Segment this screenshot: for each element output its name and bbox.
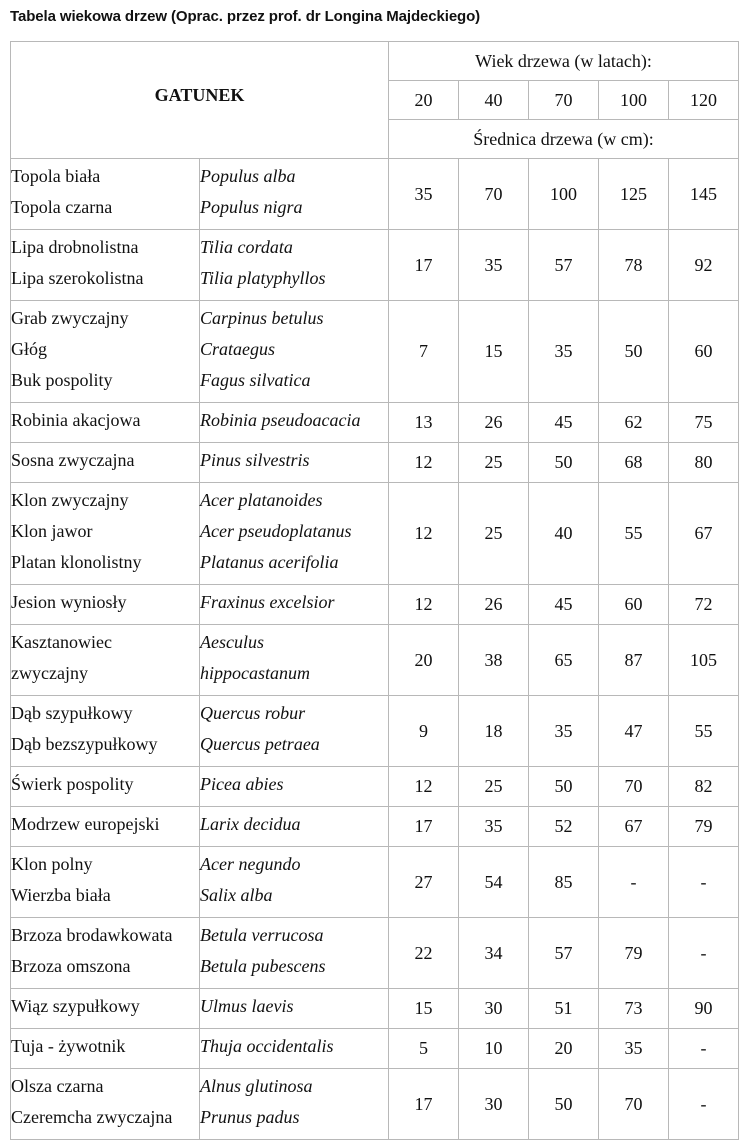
species-latin-name: Platanus acerifolia xyxy=(200,552,339,572)
species-latin-name-cell xyxy=(200,696,389,767)
diameter-value: 27 xyxy=(389,847,459,918)
diameter-value: 15 xyxy=(459,301,529,403)
diameter-value: 70 xyxy=(599,767,669,807)
table-row xyxy=(11,767,739,807)
species-latin-name-cell xyxy=(200,1029,389,1069)
diameter-value: 60 xyxy=(669,301,739,403)
diameter-value: 12 xyxy=(389,585,459,625)
species-common-name: Wierzba biała xyxy=(11,885,111,905)
diameter-value: 85 xyxy=(529,847,599,918)
diameter-value: - xyxy=(599,847,669,918)
diameter-value: 52 xyxy=(529,807,599,847)
diameter-value: 79 xyxy=(669,807,739,847)
diameter-value: 57 xyxy=(529,918,599,989)
species-common-name-cell xyxy=(11,301,200,403)
species-common-name: Platan klonolistny xyxy=(11,552,142,572)
table-header xyxy=(11,42,739,159)
species-common-name: Wiąz szypułkowy xyxy=(11,996,140,1016)
diameter-value: 78 xyxy=(599,230,669,301)
diameter-value: 80 xyxy=(669,443,739,483)
table-row xyxy=(11,847,739,918)
species-common-name: Dąb szypułkowy xyxy=(11,703,133,723)
species-common-name: Lipa szerokolistna xyxy=(11,268,144,288)
diameter-value: 20 xyxy=(529,1029,599,1069)
diameter-value: - xyxy=(669,1029,739,1069)
species-common-name: Robinia akacjowa xyxy=(11,410,141,430)
table-row xyxy=(11,403,739,443)
table-row xyxy=(11,807,739,847)
species-latin-name-cell xyxy=(200,847,389,918)
diameter-value: 47 xyxy=(599,696,669,767)
diameter-value: 57 xyxy=(529,230,599,301)
species-latin-name: Betula verrucosa xyxy=(200,925,324,945)
species-latin-name-cell xyxy=(200,230,389,301)
table-row xyxy=(11,1069,739,1140)
diameter-value: 65 xyxy=(529,625,599,696)
species-latin-name: Aesculus xyxy=(200,632,264,652)
species-common-name-cell xyxy=(11,847,200,918)
diameter-value: 26 xyxy=(459,585,529,625)
species-latin-name: Robinia pseudoacacia xyxy=(200,410,361,430)
species-latin-name: Acer pseudoplatanus xyxy=(200,521,352,541)
species-common-name-cell xyxy=(11,230,200,301)
table-row xyxy=(11,585,739,625)
diameter-value: 7 xyxy=(389,301,459,403)
diameter-value: 100 xyxy=(529,159,599,230)
species-latin-name-cell xyxy=(200,625,389,696)
table-row xyxy=(11,918,739,989)
diameter-value: 34 xyxy=(459,918,529,989)
diameter-value: 13 xyxy=(389,403,459,443)
species-common-name: Modrzew europejski xyxy=(11,814,160,834)
table-row xyxy=(11,696,739,767)
species-latin-name: Picea abies xyxy=(200,774,284,794)
species-latin-name: Fagus silvatica xyxy=(200,370,311,390)
species-latin-name-cell xyxy=(200,483,389,585)
diameter-value: 45 xyxy=(529,585,599,625)
page-title: Tabela wiekowa drzew (Oprac. przez prof. dr Longina Majdeckiego) xyxy=(10,8,481,25)
species-latin-name-cell xyxy=(200,1069,389,1140)
diameter-value: 125 xyxy=(599,159,669,230)
species-latin-name: hippocastanum xyxy=(200,663,310,683)
diameter-value: 35 xyxy=(529,301,599,403)
species-latin-name: Carpinus betulus xyxy=(200,308,324,328)
species-common-name: Jesion wyniosły xyxy=(11,592,127,612)
species-latin-name: Larix decidua xyxy=(200,814,301,834)
species-latin-name-cell xyxy=(200,301,389,403)
species-common-name: Sosna zwyczajna xyxy=(11,450,135,470)
diameter-value: - xyxy=(669,918,739,989)
species-latin-name: Pinus silvestris xyxy=(200,450,310,470)
diameter-value: 70 xyxy=(459,159,529,230)
species-latin-name-cell xyxy=(200,443,389,483)
header-row-age-label xyxy=(11,42,739,81)
diameter-value: 25 xyxy=(459,483,529,585)
species-common-name-cell xyxy=(11,625,200,696)
diameter-value: 35 xyxy=(529,696,599,767)
diameter-value: 20 xyxy=(389,625,459,696)
species-common-name-cell xyxy=(11,1029,200,1069)
diameter-value: 9 xyxy=(389,696,459,767)
species-common-name: Tuja - żywotnik xyxy=(11,1036,126,1056)
diameter-value: - xyxy=(669,1069,739,1140)
diameter-value: 50 xyxy=(529,767,599,807)
diameter-value: 72 xyxy=(669,585,739,625)
diameter-value: 35 xyxy=(459,230,529,301)
species-latin-name: Betula pubescens xyxy=(200,956,326,976)
diameter-value: 79 xyxy=(599,918,669,989)
diameter-value: 30 xyxy=(459,1069,529,1140)
species-latin-name-cell xyxy=(200,585,389,625)
species-common-name: Grab zwyczajny xyxy=(11,308,129,328)
species-latin-name-cell xyxy=(200,918,389,989)
species-common-name: Klon polny xyxy=(11,854,93,874)
species-common-name-cell xyxy=(11,403,200,443)
species-latin-name: Salix alba xyxy=(200,885,273,905)
diameter-value: 22 xyxy=(389,918,459,989)
age-header-cell: 40 xyxy=(459,81,529,120)
diameter-value: 70 xyxy=(599,1069,669,1140)
species-latin-name: Fraxinus excelsior xyxy=(200,592,335,612)
diameter-value: 35 xyxy=(459,807,529,847)
diameter-value: 45 xyxy=(529,403,599,443)
species-common-name: Dąb bezszypułkowy xyxy=(11,734,158,754)
table-row xyxy=(11,159,739,230)
diameter-value: 55 xyxy=(669,696,739,767)
species-common-name-cell xyxy=(11,767,200,807)
species-common-name: Buk pospolity xyxy=(11,370,113,390)
species-latin-name: Ulmus laevis xyxy=(200,996,294,1016)
species-header: GATUNEK xyxy=(11,42,389,159)
species-latin-name-cell xyxy=(200,807,389,847)
species-common-name-cell xyxy=(11,443,200,483)
diameter-value: 35 xyxy=(389,159,459,230)
species-latin-name-cell xyxy=(200,403,389,443)
tree-age-table xyxy=(10,41,739,1140)
diameter-value: 50 xyxy=(529,443,599,483)
diameter-value: 60 xyxy=(599,585,669,625)
species-latin-name: Quercus petraea xyxy=(200,734,320,754)
species-latin-name-cell xyxy=(200,989,389,1029)
species-latin-name: Crataegus xyxy=(200,339,276,359)
table-body xyxy=(11,159,739,1140)
species-latin-name: Tilia cordata xyxy=(200,237,293,257)
species-common-name: Głóg xyxy=(11,339,47,359)
species-latin-name: Tilia platyphyllos xyxy=(200,268,326,288)
age-header-cell: 70 xyxy=(529,81,599,120)
diameter-value: 145 xyxy=(669,159,739,230)
species-common-name: Lipa drobnolistna xyxy=(11,237,139,257)
species-latin-name: Alnus glutinosa xyxy=(200,1076,313,1096)
table-row xyxy=(11,989,739,1029)
diameter-label: Średnica drzewa (w cm): xyxy=(389,120,739,159)
diameter-value: 25 xyxy=(459,767,529,807)
diameter-value: 67 xyxy=(599,807,669,847)
diameter-value: 55 xyxy=(599,483,669,585)
species-latin-name: Thuja occidentalis xyxy=(200,1036,334,1056)
species-common-name: Klon zwyczajny xyxy=(11,490,129,510)
diameter-value: 62 xyxy=(599,403,669,443)
species-common-name: Czeremcha zwyczajna xyxy=(11,1107,173,1127)
species-common-name: Kasztanowiec xyxy=(11,632,112,652)
species-common-name-cell xyxy=(11,696,200,767)
species-latin-name: Acer negundo xyxy=(200,854,301,874)
diameter-value: 40 xyxy=(529,483,599,585)
diameter-value: 17 xyxy=(389,807,459,847)
diameter-value: 92 xyxy=(669,230,739,301)
species-common-name-cell xyxy=(11,585,200,625)
species-common-name-cell xyxy=(11,483,200,585)
table-row xyxy=(11,1029,739,1069)
diameter-value: 10 xyxy=(459,1029,529,1069)
diameter-value: 82 xyxy=(669,767,739,807)
species-latin-name: Acer platanoides xyxy=(200,490,323,510)
table-row xyxy=(11,625,739,696)
diameter-value: 90 xyxy=(669,989,739,1029)
species-latin-name-cell xyxy=(200,159,389,230)
species-common-name: Klon jawor xyxy=(11,521,93,541)
species-latin-name: Prunus padus xyxy=(200,1107,300,1127)
diameter-value: 35 xyxy=(599,1029,669,1069)
species-latin-name: Populus alba xyxy=(200,166,296,186)
diameter-value: 75 xyxy=(669,403,739,443)
species-common-name: Brzoza brodawkowata xyxy=(11,925,173,945)
diameter-value: 38 xyxy=(459,625,529,696)
table-row xyxy=(11,483,739,585)
species-common-name: zwyczajny xyxy=(11,663,88,683)
diameter-value: 50 xyxy=(529,1069,599,1140)
age-header-cell: 20 xyxy=(389,81,459,120)
diameter-value: 12 xyxy=(389,483,459,585)
diameter-value: 73 xyxy=(599,989,669,1029)
table-row xyxy=(11,301,739,403)
diameter-value: 51 xyxy=(529,989,599,1029)
diameter-value: 17 xyxy=(389,1069,459,1140)
species-latin-name: Populus nigra xyxy=(200,197,303,217)
diameter-value: 87 xyxy=(599,625,669,696)
diameter-value: 50 xyxy=(599,301,669,403)
species-common-name: Świerk pospolity xyxy=(11,774,134,794)
species-common-name: Olsza czarna xyxy=(11,1076,104,1096)
diameter-value: 15 xyxy=(389,989,459,1029)
species-common-name-cell xyxy=(11,989,200,1029)
species-common-name: Topola czarna xyxy=(11,197,113,217)
diameter-value: 26 xyxy=(459,403,529,443)
diameter-value: - xyxy=(669,847,739,918)
diameter-value: 30 xyxy=(459,989,529,1029)
table-row xyxy=(11,443,739,483)
table-row xyxy=(11,230,739,301)
species-common-name: Topola biała xyxy=(11,166,101,186)
species-common-name-cell xyxy=(11,159,200,230)
species-latin-name: Quercus robur xyxy=(200,703,306,723)
species-common-name-cell xyxy=(11,918,200,989)
diameter-value: 105 xyxy=(669,625,739,696)
diameter-value: 5 xyxy=(389,1029,459,1069)
diameter-value: 68 xyxy=(599,443,669,483)
diameter-value: 17 xyxy=(389,230,459,301)
diameter-value: 67 xyxy=(669,483,739,585)
age-label: Wiek drzewa (w latach): xyxy=(389,42,739,81)
diameter-value: 18 xyxy=(459,696,529,767)
diameter-value: 12 xyxy=(389,443,459,483)
diameter-value: 54 xyxy=(459,847,529,918)
species-latin-name-cell xyxy=(200,767,389,807)
age-header-cell: 120 xyxy=(669,81,739,120)
diameter-value: 25 xyxy=(459,443,529,483)
species-common-name-cell xyxy=(11,1069,200,1140)
species-common-name-cell xyxy=(11,807,200,847)
age-header-cell: 100 xyxy=(599,81,669,120)
diameter-value: 12 xyxy=(389,767,459,807)
species-common-name: Brzoza omszona xyxy=(11,956,131,976)
